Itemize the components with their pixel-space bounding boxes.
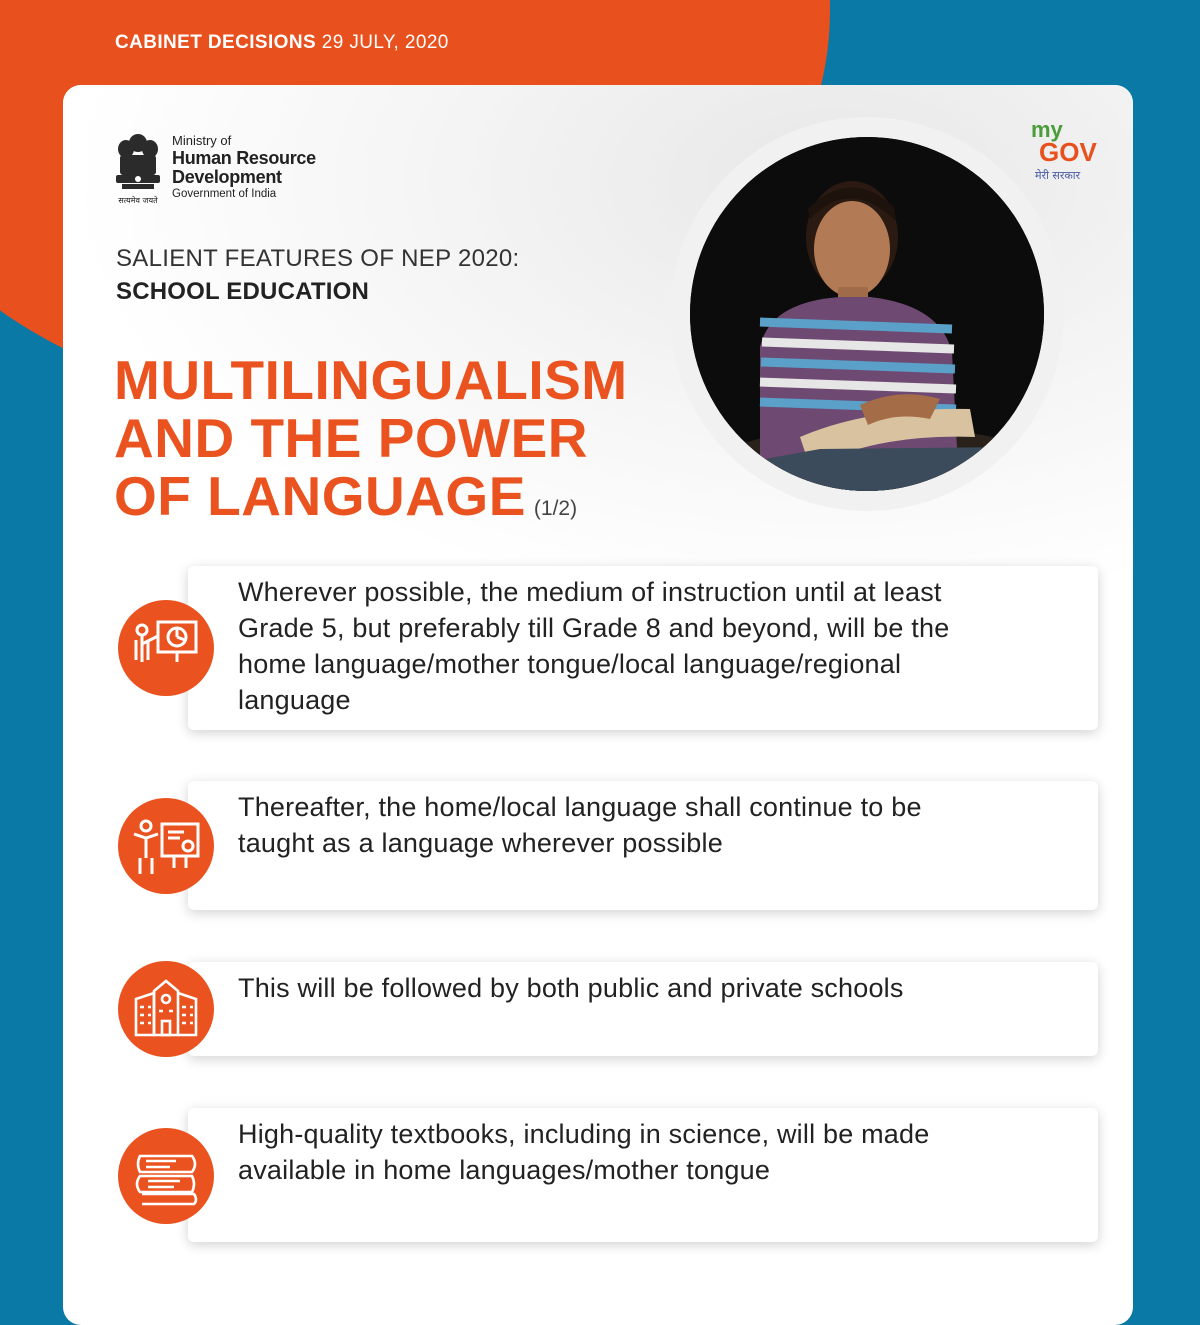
feature-card-2 [188,781,1098,910]
title-line3: OF LANGUAGE [114,465,526,527]
stacked-books-icon [118,1128,214,1224]
ministry-line1: Ministry of [172,133,232,148]
mygov-tagline: मेरी सरकार [1035,169,1081,182]
ministry-line4: Government of India [172,188,277,200]
school-building-icon [118,961,214,1057]
mygov-logo [1025,117,1105,187]
header-label: CABINET DECISIONS [115,32,317,53]
boy-reading-illustration [690,137,1044,491]
ministry-logo-text [172,133,316,202]
feature-card-1 [188,566,1098,730]
boy-reading-photo [690,137,1044,491]
feature-card-3 [188,962,1098,1056]
motto-text: सत्यमेव जयते [118,196,158,205]
header-line [115,32,449,54]
mygov-my: my [1031,117,1063,142]
subtitle-line2: SCHOOL EDUCATION [116,278,369,305]
teacher-at-board-icon [118,798,214,894]
feature-text-1: Wherever possible, the medium of instruction until at least Grade 5, but preferably till Grade 8 and beyond, will be the home language/mother tongue/local language/regional language [238,577,950,715]
feature-text-2: Thereafter, the home/local language shall continue to be taught as a language wherever possible [238,792,922,858]
title-line2: AND THE POWER [114,407,588,469]
mygov-gov: GOV [1039,137,1097,167]
header-date: 29 JULY, 2020 [321,32,449,53]
main-title [114,351,628,538]
content-card [63,85,1133,1325]
page-indicator: (1/2) [533,497,578,520]
teacher-presenting-chart-icon [118,600,214,696]
ministry-line3: Development [172,167,282,187]
feature-text-3: This will be followed by both public and private schools [238,973,904,1003]
ministry-line2: Human Resource [172,148,316,168]
feature-text-4: High-quality textbooks, including in science, will be made available in home languages/mother tongue [238,1119,930,1185]
feature-card-4 [188,1108,1098,1242]
national-emblem-icon [110,129,166,207]
title-line1: MULTILINGUALISM [114,349,628,411]
subtitle-line1: SALIENT FEATURES OF NEP 2020: [116,245,520,272]
